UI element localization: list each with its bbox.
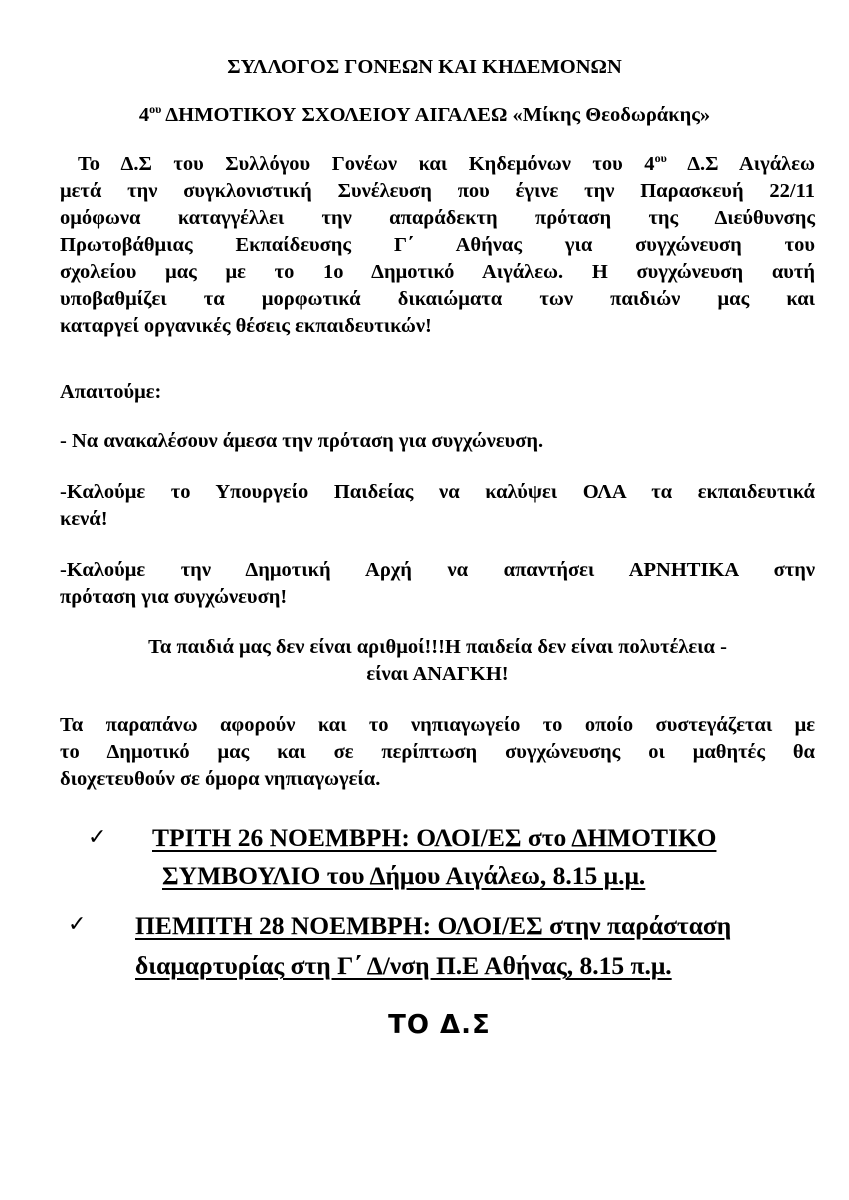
intro-line-4: Πρωτοβάθμιας Εκπαίδευσης Γ΄ Αθήνας για συγχώνευση του: [60, 234, 815, 256]
demand-item-3-line-2: πρόταση για συγχώνευση!: [60, 586, 288, 608]
intro-line-1-sup: ου: [654, 151, 667, 165]
checkmark-icon: ✓: [88, 825, 107, 850]
intro-paragraph: [60, 151, 815, 340]
note-line-1: Τα παραπάνω αφορούν και το νηπιαγωγείο το οποίο συστεγάζεται με: [60, 714, 815, 736]
association-title: [0, 55, 849, 79]
note-line-2: το Δημοτικό μας και σε περίπτωση συγχώνευσης οι μαθητές θα: [60, 741, 815, 763]
intro-line-1-text-b: Δ.Σ Αιγάλεω: [666, 153, 815, 175]
event-2-line-2: διαμαρτυρίας στη Γ΄ Δ/νση Π.Ε Αθήνας, 8.15 π.μ.: [135, 951, 672, 980]
school-title: [0, 103, 849, 127]
intro-line-5: σχολείου μας με το 1ο Δημοτικό Αιγάλεω. Η συγχώνευση αυτή: [60, 261, 815, 283]
demand-item-2-line-1: -Καλούμε το Υπουργείο Παιδείας να καλύψει ΟΛΑ τα εκπαιδευτικά: [60, 481, 815, 503]
event-1-line-2: ΣΥΜΒΟΥΛΙΟ του Δήμου Αιγάλεω, 8.15 μ.μ.: [162, 861, 646, 890]
demand-item-2: [60, 479, 815, 533]
school-number-suffix: ου: [149, 102, 162, 116]
checkmark-icon: ✓: [68, 912, 87, 937]
intro-line-7: καταργεί οργανικές θέσεις εκπαιδευτικών!: [60, 315, 432, 337]
demands-heading: [60, 379, 815, 406]
school-number: 4: [138, 104, 150, 126]
demand-item-3: [60, 557, 815, 611]
intro-line-6: υποβαθμίζει τα μορφωτικά δικαιώματα των παιδιών μας και: [60, 288, 815, 310]
slogan-line-1: Τα παιδιά μας δεν είναι αριθμοί!!!Η παιδεία δεν είναι πολυτέλεια -: [148, 636, 727, 658]
note-line-3: διοχετευθούν σε όμορα νηπιαγωγεία.: [60, 768, 381, 790]
demand-item-2-line-2: κενά!: [60, 508, 108, 530]
event-2-line-1: ΠΕΜΠΤΗ 28 ΝΟΕΜΒΡΗ: ΟΛΟΙ/ΕΣ στην παράσταση: [135, 911, 732, 940]
demand-item-1: [60, 428, 815, 455]
demand-item-3-line-1: -Καλούμε την Δημοτική Αρχή να απαντήσει ΑΡΝΗΤΙΚΑ στην: [60, 559, 815, 581]
intro-line-1-text-a: Το Δ.Σ του Συλλόγου Γονέων και Κηδεμόνων του 4: [78, 153, 655, 175]
demand-item-1-text: - Να ανακαλέσουν άμεσα την πρόταση για συγχώνευση.: [60, 430, 544, 452]
event-1-line-1: ΤΡΙΤΗ 26 ΝΟΕΜΒΡΗ: ΟΛΟΙ/ΕΣ στο ΔΗΜΟΤΙΚΟ: [152, 823, 717, 852]
intro-line-1: [60, 151, 815, 178]
slogan: [40, 634, 835, 688]
association-title-text: ΣΥΛΛΟΓΟΣ ΓΟΝΕΩΝ ΚΑΙ ΚΗΔΕΜΟΝΩΝ: [227, 56, 622, 78]
slogan-line-2: είναι ΑΝΑΓΚΗ!: [366, 663, 509, 685]
demands-heading-text: Απαιτούμε:: [60, 381, 162, 403]
signature: ΤΟ Δ.Σ: [388, 1010, 491, 1040]
kindergarten-note: [60, 712, 815, 793]
school-name: ΔΗΜΟΤΙΚΟΥ ΣΧΟΛΕΙΟΥ ΑΙΓΑΛΕΩ «Μίκης Θεοδωράκης»: [161, 104, 711, 126]
intro-line-2: μετά την συγκλονιστική Συνέλευση που έγινε την Παρασκευή 22/11: [60, 180, 815, 202]
intro-line-3: ομόφωνα καταγγέλλει την απαράδεκτη πρόταση της Διεύθυνσης: [60, 207, 815, 229]
